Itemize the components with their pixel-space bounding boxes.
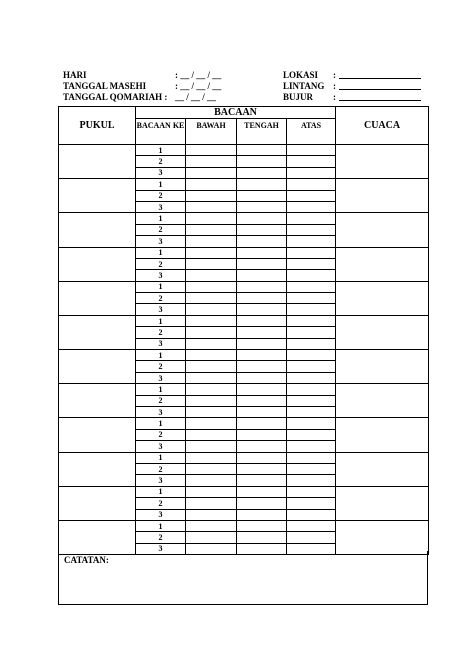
bacaan-ke-cell: 1: [136, 350, 186, 361]
tengah-cell[interactable]: [237, 520, 287, 531]
bacaan-ke-cell: 2: [136, 395, 186, 406]
bacaan-ke-cell: 3: [136, 509, 186, 520]
atas-cell[interactable]: [287, 224, 336, 235]
pukul-cell[interactable]: [59, 213, 136, 247]
lokasi-label: LOKASI: [283, 70, 319, 80]
bawah-cell[interactable]: [186, 224, 237, 235]
header-row-lintang: [283, 81, 423, 92]
tengah-cell[interactable]: [237, 145, 287, 156]
tengah-cell[interactable]: [237, 532, 287, 543]
header-row-tanggal-qomariah: [63, 92, 263, 103]
cuaca-cell[interactable]: [336, 145, 429, 179]
table-row: [59, 350, 429, 361]
tengah-cell[interactable]: [237, 486, 287, 497]
tengah-cell[interactable]: [237, 384, 287, 395]
tengah-cell[interactable]: [237, 270, 287, 281]
tengah-cell[interactable]: [237, 372, 287, 383]
header-right: [283, 70, 423, 103]
atas-cell[interactable]: [287, 384, 336, 395]
atas-cell[interactable]: [287, 315, 336, 326]
tengah-cell[interactable]: [237, 441, 287, 452]
bawah-cell[interactable]: [186, 406, 237, 417]
pukul-cell[interactable]: [59, 452, 136, 486]
bawah-cell[interactable]: [186, 509, 237, 520]
lokasi-sep: :: [333, 70, 336, 80]
bawah-cell[interactable]: [186, 281, 237, 292]
bacaan-ke-cell: 3: [136, 270, 186, 281]
bacaan-ke-cell: 3: [136, 543, 186, 554]
atas-cell[interactable]: [287, 190, 336, 201]
tengah-cell[interactable]: [237, 247, 287, 258]
table-row: [59, 384, 429, 395]
pukul-cell[interactable]: [59, 315, 136, 349]
bawah-cell[interactable]: [186, 384, 237, 395]
bacaan-ke-cell: 2: [136, 190, 186, 201]
bacaan-ke-cell: 2: [136, 498, 186, 509]
atas-cell[interactable]: [287, 429, 336, 440]
atas-cell[interactable]: [287, 338, 336, 349]
bawah-cell[interactable]: [186, 452, 237, 463]
atas-cell[interactable]: [287, 509, 336, 520]
tengah-cell[interactable]: [237, 452, 287, 463]
bacaan-ke-cell: 3: [136, 406, 186, 417]
table-row: [59, 520, 429, 531]
atas-cell[interactable]: [287, 236, 336, 247]
atas-cell[interactable]: [287, 201, 336, 212]
bawah-cell[interactable]: [186, 418, 237, 429]
bujur-sep: :: [333, 92, 336, 102]
table-row: [59, 145, 429, 156]
atas-header: ATAS: [287, 119, 336, 145]
header-row-lokasi: [283, 70, 423, 81]
bawah-cell[interactable]: [186, 304, 237, 315]
cuaca-header: CUACA: [336, 107, 429, 145]
bacaan-ke-cell: 1: [136, 418, 186, 429]
bawah-cell[interactable]: [186, 395, 237, 406]
tengah-cell[interactable]: [237, 338, 287, 349]
table-row: [59, 247, 429, 258]
tengah-cell[interactable]: [237, 156, 287, 167]
bacaan-ke-cell: 1: [136, 145, 186, 156]
cuaca-cell[interactable]: [336, 520, 429, 554]
bawah-cell[interactable]: [186, 463, 237, 474]
pukul-header: PUKUL: [59, 107, 136, 145]
tengah-cell[interactable]: [237, 224, 287, 235]
bawah-cell[interactable]: [186, 361, 237, 372]
hari-label: HARI: [63, 70, 87, 80]
tengah-cell[interactable]: [237, 167, 287, 178]
bacaan-ke-cell: 1: [136, 520, 186, 531]
bawah-cell[interactable]: [186, 498, 237, 509]
bawah-cell[interactable]: [186, 167, 237, 178]
hari-value[interactable]: : __ / __ / __: [175, 70, 222, 80]
cuaca-cell[interactable]: [336, 418, 429, 452]
bawah-cell[interactable]: [186, 190, 237, 201]
atas-cell[interactable]: [287, 156, 336, 167]
pukul-cell[interactable]: [59, 384, 136, 418]
table-row: [59, 213, 429, 224]
tengah-cell[interactable]: [237, 236, 287, 247]
table-row: [59, 418, 429, 429]
cuaca-cell[interactable]: [336, 384, 429, 418]
table-row: [59, 281, 429, 292]
bacaan-ke-cell: 2: [136, 293, 186, 304]
table-body: [59, 145, 429, 555]
bawah-cell[interactable]: [186, 338, 237, 349]
lintang-field[interactable]: [339, 81, 421, 90]
bacaan-ke-cell: 1: [136, 315, 186, 326]
bawah-cell[interactable]: [186, 475, 237, 486]
pukul-cell[interactable]: [59, 350, 136, 384]
tengah-cell[interactable]: [237, 406, 287, 417]
bawah-cell[interactable]: [186, 350, 237, 361]
bawah-cell[interactable]: [186, 520, 237, 531]
atas-cell[interactable]: [287, 418, 336, 429]
cuaca-cell[interactable]: [336, 315, 429, 349]
bawah-cell[interactable]: [186, 327, 237, 338]
lintang-sep: :: [333, 81, 336, 91]
bujur-field[interactable]: [339, 92, 421, 101]
notes-label: CATATAN:: [64, 555, 109, 565]
tengah-cell[interactable]: [237, 498, 287, 509]
tengah-cell[interactable]: [237, 258, 287, 269]
header-row-bujur: [283, 92, 423, 103]
bawah-cell[interactable]: [186, 258, 237, 269]
bacaan-ke-cell: 3: [136, 338, 186, 349]
tengah-cell[interactable]: [237, 395, 287, 406]
tengah-cell[interactable]: [237, 509, 287, 520]
bawah-cell[interactable]: [186, 213, 237, 224]
bacaan-ke-cell: 2: [136, 429, 186, 440]
bacaan-ke-cell: 2: [136, 532, 186, 543]
pukul-cell[interactable]: [59, 520, 136, 554]
tanggal-masehi-label: TANGGAL MASEHI: [63, 81, 147, 91]
header-left: [63, 70, 263, 103]
bawah-cell[interactable]: [186, 270, 237, 281]
bujur-label: BUJUR: [283, 92, 314, 102]
bawah-cell[interactable]: [186, 156, 237, 167]
bacaan-ke-cell: 2: [136, 327, 186, 338]
bawah-cell[interactable]: [186, 201, 237, 212]
bawah-cell[interactable]: [186, 429, 237, 440]
bacaan-ke-cell: 3: [136, 372, 186, 383]
tengah-cell[interactable]: [237, 293, 287, 304]
tengah-cell[interactable]: [237, 213, 287, 224]
bacaan-ke-cell: 2: [136, 361, 186, 372]
atas-cell[interactable]: [287, 372, 336, 383]
bacaan-ke-header: BACAAN KE: [136, 119, 186, 145]
tengah-cell[interactable]: [237, 190, 287, 201]
cuaca-cell[interactable]: [336, 452, 429, 486]
bawah-header: BAWAH: [186, 119, 237, 145]
atas-cell[interactable]: [287, 520, 336, 531]
header-row-hari: [63, 70, 263, 81]
cuaca-cell[interactable]: [336, 486, 429, 520]
bacaan-ke-cell: 3: [136, 304, 186, 315]
bawah-cell[interactable]: [186, 315, 237, 326]
bawah-cell[interactable]: [186, 372, 237, 383]
table-row: [59, 179, 429, 190]
tengah-cell[interactable]: [237, 429, 287, 440]
bacaan-ke-cell: 3: [136, 167, 186, 178]
atas-cell[interactable]: [287, 532, 336, 543]
bacaan-ke-cell: 1: [136, 281, 186, 292]
atas-cell[interactable]: [287, 475, 336, 486]
cuaca-cell[interactable]: [336, 247, 429, 281]
atas-cell[interactable]: [287, 498, 336, 509]
table-row: [59, 452, 429, 463]
bawah-cell[interactable]: [186, 236, 237, 247]
pukul-cell[interactable]: [59, 486, 136, 520]
atas-cell[interactable]: [287, 247, 336, 258]
bacaan-ke-cell: 2: [136, 224, 186, 235]
tanggal-qomariah-label: TANGGAL QOMARIAH :: [63, 92, 168, 102]
atas-cell[interactable]: [287, 258, 336, 269]
tengah-header: TENGAH: [237, 119, 287, 145]
bawah-cell[interactable]: [186, 441, 237, 452]
atas-cell[interactable]: [287, 213, 336, 224]
tanggal-masehi-value[interactable]: : __ / __ / __: [175, 81, 222, 91]
tanggal-qomariah-value[interactable]: __ / __ / __: [175, 92, 217, 102]
pukul-cell[interactable]: [59, 281, 136, 315]
atas-cell[interactable]: [287, 167, 336, 178]
tengah-cell[interactable]: [237, 418, 287, 429]
notes-box[interactable]: [58, 551, 428, 605]
tengah-cell[interactable]: [237, 350, 287, 361]
bacaan-ke-cell: 2: [136, 258, 186, 269]
tengah-cell[interactable]: [237, 304, 287, 315]
header-row-tanggal-masehi: [63, 81, 263, 92]
atas-cell[interactable]: [287, 293, 336, 304]
atas-cell[interactable]: [287, 281, 336, 292]
atas-cell[interactable]: [287, 463, 336, 474]
table-header: [59, 107, 429, 145]
bawah-cell[interactable]: [186, 179, 237, 190]
pukul-cell[interactable]: [59, 418, 136, 452]
pukul-cell[interactable]: [59, 247, 136, 281]
bacaan-header: BACAAN: [136, 107, 336, 119]
tengah-cell[interactable]: [237, 475, 287, 486]
atas-cell[interactable]: [287, 350, 336, 361]
lokasi-field[interactable]: [339, 70, 421, 79]
table-row: [59, 486, 429, 497]
bacaan-ke-cell: 1: [136, 384, 186, 395]
bacaan-ke-cell: 1: [136, 213, 186, 224]
bawah-cell[interactable]: [186, 293, 237, 304]
bawah-cell[interactable]: [186, 486, 237, 497]
atas-cell[interactable]: [287, 441, 336, 452]
bacaan-ke-cell: 2: [136, 463, 186, 474]
atas-cell[interactable]: [287, 395, 336, 406]
bacaan-ke-cell: 1: [136, 179, 186, 190]
bacaan-ke-cell: 1: [136, 486, 186, 497]
bacaan-ke-cell: 1: [136, 452, 186, 463]
tengah-cell[interactable]: [237, 463, 287, 474]
atas-cell[interactable]: [287, 145, 336, 156]
cuaca-cell[interactable]: [336, 213, 429, 247]
pukul-cell[interactable]: [59, 145, 136, 179]
cuaca-cell[interactable]: [336, 179, 429, 213]
tengah-cell[interactable]: [237, 179, 287, 190]
atas-cell[interactable]: [287, 304, 336, 315]
atas-cell[interactable]: [287, 179, 336, 190]
table-row: [59, 315, 429, 326]
bacaan-ke-cell: 2: [136, 156, 186, 167]
tengah-cell[interactable]: [237, 361, 287, 372]
tengah-cell[interactable]: [237, 281, 287, 292]
cuaca-cell[interactable]: [336, 350, 429, 384]
tengah-cell[interactable]: [237, 315, 287, 326]
lintang-label: LINTANG: [283, 81, 325, 91]
bawah-cell[interactable]: [186, 145, 237, 156]
atas-cell[interactable]: [287, 327, 336, 338]
tengah-cell[interactable]: [237, 327, 287, 338]
bacaan-ke-cell: 3: [136, 236, 186, 247]
atas-cell[interactable]: [287, 486, 336, 497]
cuaca-cell[interactable]: [336, 281, 429, 315]
bawah-cell[interactable]: [186, 532, 237, 543]
bacaan-ke-cell: 3: [136, 201, 186, 212]
pukul-cell[interactable]: [59, 179, 136, 213]
tengah-cell[interactable]: [237, 201, 287, 212]
atas-cell[interactable]: [287, 361, 336, 372]
bawah-cell[interactable]: [186, 247, 237, 258]
atas-cell[interactable]: [287, 452, 336, 463]
atas-cell[interactable]: [287, 270, 336, 281]
observation-table: [58, 106, 429, 555]
bacaan-ke-cell: 1: [136, 247, 186, 258]
bacaan-ke-cell: 3: [136, 441, 186, 452]
atas-cell[interactable]: [287, 406, 336, 417]
bacaan-ke-cell: 3: [136, 475, 186, 486]
